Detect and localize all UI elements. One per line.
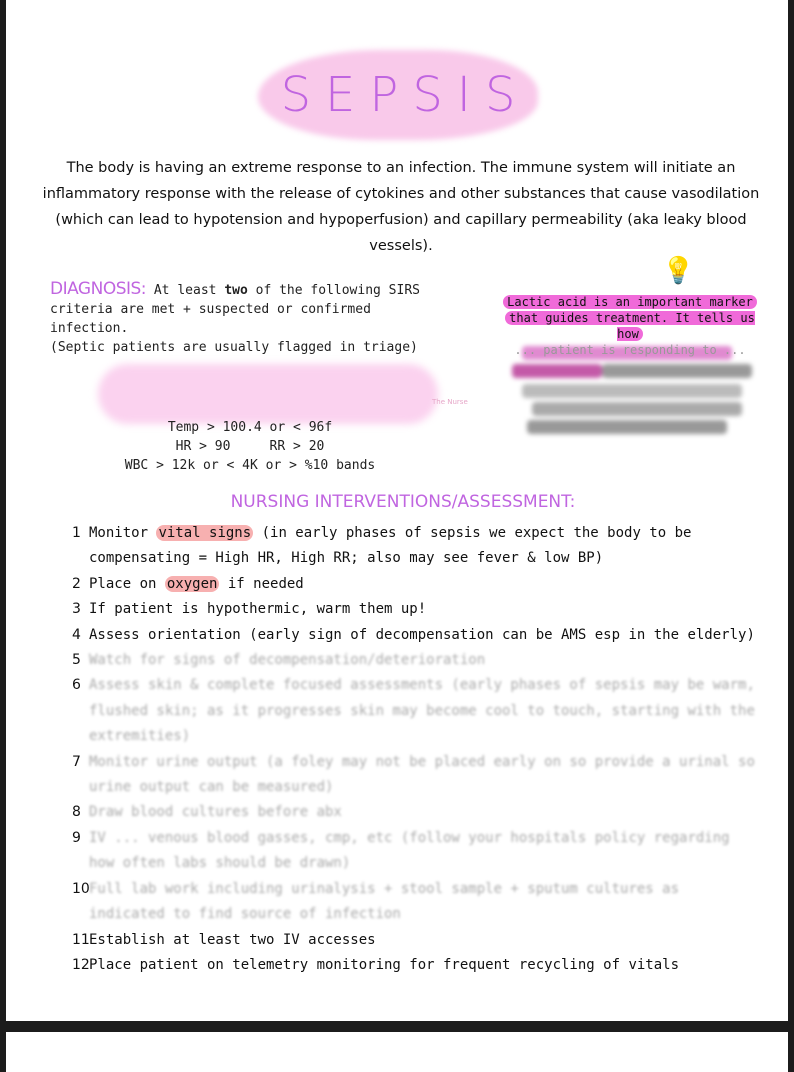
item-number: 9 <box>72 829 81 846</box>
sirs-criteria <box>50 358 450 475</box>
brand-logo: The Nurse <box>432 398 468 406</box>
callout-line: that guides treatment. It tells us how <box>505 311 755 341</box>
criterion: Temp > 100.4 or < 96f <box>167 420 333 435</box>
item-number: 4 <box>72 626 81 643</box>
diagnosis-note: (Septic patients are usually flagged in triage) <box>50 340 418 355</box>
document-page-2 <box>6 1032 788 1072</box>
interventions-heading: NURSING INTERVENTIONS/ASSESSMENT: <box>230 492 576 512</box>
list-item <box>72 953 762 978</box>
list-item <box>72 648 762 673</box>
item-number: 2 <box>72 575 81 592</box>
highlighted-text: oxygen <box>166 575 218 592</box>
criterion: WBC > 12k or < 4K or > %10 bands <box>124 458 376 473</box>
item-number: 8 <box>72 804 81 821</box>
text: (in early phases of sepsis we expect the body to be compensating = High HR, High RR; also may see fever & low BP) <box>89 525 692 567</box>
blurred-text: Watch for signs of decompensation/deterioration <box>89 652 486 669</box>
list-item <box>72 572 762 597</box>
page-title: SEPSIS <box>280 67 530 123</box>
title-banner <box>258 50 538 140</box>
item-number: 1 <box>72 525 81 541</box>
blurred-text: Draw blood cultures before abx <box>89 804 342 821</box>
list-item <box>72 623 762 648</box>
list-item <box>72 521 762 572</box>
lactic-acid-callout <box>502 294 758 358</box>
highlighted-text: vital signs <box>158 525 252 541</box>
item-text <box>89 597 762 622</box>
document-page-1 <box>6 0 788 1021</box>
text: if needed <box>219 575 304 592</box>
item-number: 10 <box>72 880 90 897</box>
list-item <box>72 800 762 825</box>
item-text <box>89 673 762 749</box>
intro-paragraph: The body is having an extreme response to an infection. The immune system will initiate an inflammatory response with the release of cytokines and other substances that cause vasodilation (which can lead to hypotension and hypoperfusion) and capillary permeability (aka leaky blood vessels). <box>42 160 760 254</box>
text: Place patient on telemetry monitoring for frequent recycling of vitals <box>89 956 680 973</box>
diagnosis-heading: DIAGNOSIS: <box>50 279 147 299</box>
item-text <box>89 572 762 597</box>
item-number: 5 <box>72 652 81 669</box>
diagnosis-bold: two <box>224 283 248 298</box>
list-item <box>72 877 762 928</box>
item-number: 12 <box>72 956 90 973</box>
item-text <box>89 800 762 825</box>
interventions-list <box>72 521 762 978</box>
item-number: 11 <box>72 931 90 948</box>
text: Assess orientation (early sign of decompensation can be AMS esp in the elderly) <box>89 626 755 643</box>
blurred-text: Full lab work including urinalysis + stool sample + sputum cultures as indicated to find source of infection <box>89 880 680 923</box>
item-text <box>89 521 762 572</box>
list-item <box>72 673 762 749</box>
item-number: 7 <box>72 753 81 770</box>
item-text <box>89 877 762 928</box>
diagnosis-text-b: of the following SIRS criteria are met + suspected or confirmed infection. <box>50 283 420 336</box>
item-text <box>89 623 762 648</box>
callout-line: Lactic acid is an important marker <box>503 295 757 309</box>
item-number: 6 <box>72 677 81 694</box>
list-item <box>72 826 762 877</box>
text: Place on <box>89 575 165 592</box>
blurred-content <box>512 346 752 440</box>
diagnosis-text: At least <box>153 283 225 298</box>
diagnosis-section <box>50 280 450 475</box>
text: Monitor <box>89 525 157 541</box>
item-number: 3 <box>72 601 81 618</box>
item-text <box>89 928 762 953</box>
callout-blurred-line: ... patient is responding to ... <box>514 343 746 357</box>
text: If patient is hypothermic, warm them up! <box>89 601 427 618</box>
blurred-text: IV ... venous blood gasses, cmp, etc (follow your hospitals policy regarding how often labs should be drawn) <box>89 829 730 872</box>
criteria-highlight <box>98 364 438 424</box>
list-item <box>72 928 762 953</box>
criterion: HR > 90 RR > 20 <box>175 439 325 454</box>
list-item <box>72 597 762 622</box>
item-text <box>89 953 762 978</box>
item-text <box>89 826 762 877</box>
blurred-text: Assess skin & complete focused assessments (early phases of sepsis may be warm, flushed skin; as it progresses skin may become cool to touch, starting with the extremities) <box>89 677 755 745</box>
item-text <box>89 648 762 673</box>
lightbulb-icon: 💡 <box>662 256 695 286</box>
blurred-text: Monitor urine output (a foley may not be placed early on so provide a urinal so urine output can be measured) <box>89 753 755 796</box>
text: Establish at least two IV accesses <box>89 931 376 948</box>
list-item <box>72 750 762 801</box>
item-text <box>89 750 762 801</box>
